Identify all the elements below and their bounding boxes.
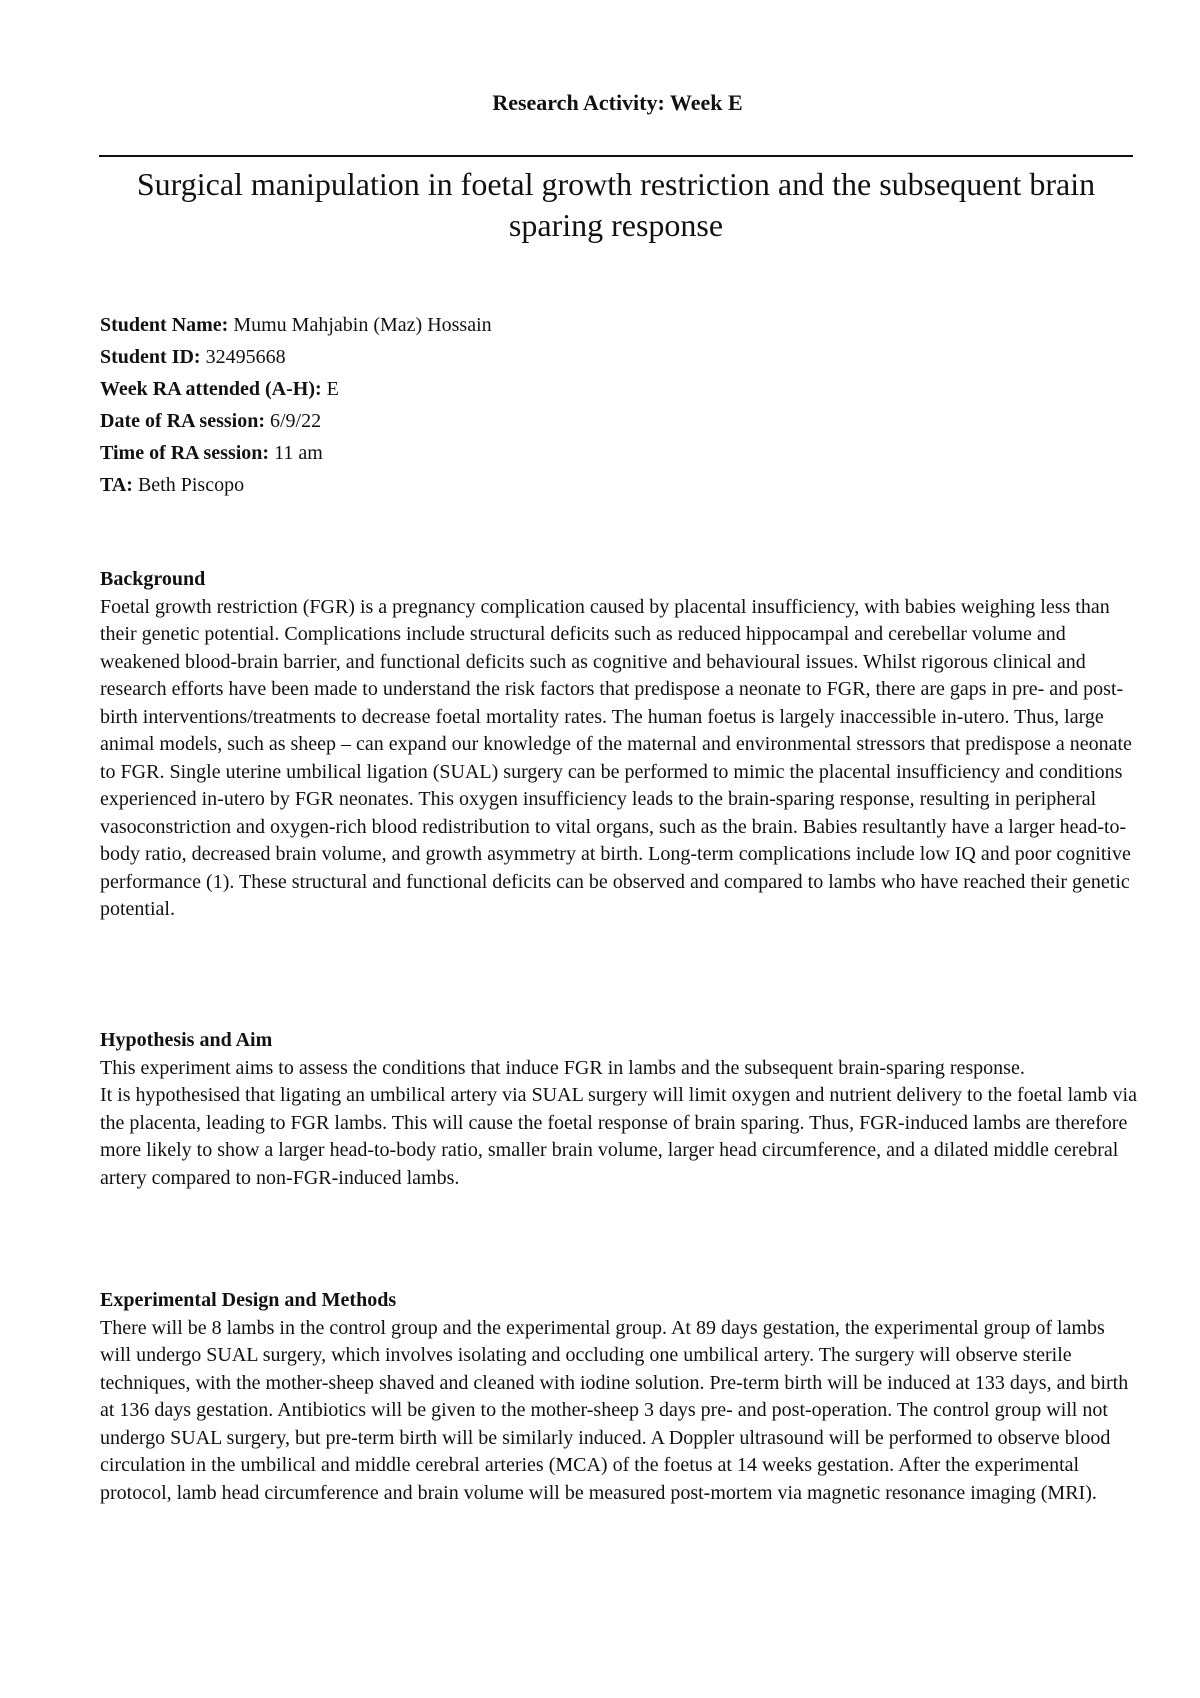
title-divider xyxy=(99,155,1133,157)
student-name-row xyxy=(100,309,492,341)
ta-row xyxy=(100,469,492,501)
document-title: Surgical manipulation in foetal growth restriction and the subsequent brain sparing response xyxy=(136,166,1096,243)
week-attended-row xyxy=(100,373,492,405)
hypothesis-section xyxy=(100,1027,1140,1192)
session-time-value: 11 am xyxy=(274,442,323,464)
background-heading: Background xyxy=(100,568,206,590)
background-section xyxy=(100,566,1140,924)
week-attended-label: Week RA attended (A-H): xyxy=(100,378,322,400)
hypothesis-paragraph: It is hypothesised that ligating an umbilical artery via SUAL surgery will limit oxygen and nutrient delivery to the foetal lamb via the placenta, leading to FGR lambs. This will cause the foetal response of brain sparing. Thus, FGR-induced lambs are therefore more likely to show a larger head-to-body ratio, smaller brain volume, larger head circumference, and a dilated middle cerebral artery compared to non-FGR-induced lambs. xyxy=(100,1084,1137,1189)
aim-paragraph: This experiment aims to assess the conditions that induce FGR in lambs and the subsequent brain-sparing response. xyxy=(100,1056,1025,1079)
week-attended-value: E xyxy=(326,378,339,400)
methods-section xyxy=(100,1287,1140,1507)
student-name-value: Mumu Mahjabin (Maz) Hossain xyxy=(233,314,492,336)
ta-label: TA: xyxy=(100,474,133,496)
session-time-row xyxy=(100,437,492,469)
student-name-label: Student Name: xyxy=(100,314,229,336)
student-id-row xyxy=(100,341,492,373)
methods-paragraph: There will be 8 lambs in the control group and the experimental group. At 89 days gestation, the experimental group of lambs will undergo SUAL surgery, which involves isolating and occluding one umbilical artery. The surgery will observe sterile techniques, with the mother-sheep shaved and cleaned with iodine solution. Pre-term birth will be induced at 133 days, and birth at 136 days gestation. Antibiotics will be given to the mother-sheep 3 days pre- and post-operation. The control group will not undergo SUAL surgery, but pre-term birth will be similarly induced. A Doppler ultrasound will be performed to observe blood circulation in the umbilical and middle cerebral arteries (MCA) of the foetus at 14 weeks gestation. After the experimental protocol, lamb head circumference and brain volume will be measured post-mortem via magnetic resonance imaging (MRI). xyxy=(100,1316,1129,1504)
session-date-value: 6/9/22 xyxy=(270,410,322,432)
session-date-label: Date of RA session: xyxy=(100,410,265,432)
student-info xyxy=(100,309,492,501)
methods-heading: Experimental Design and Methods xyxy=(100,1289,397,1311)
session-date-row xyxy=(100,405,492,437)
student-id-value: 32495668 xyxy=(205,346,286,368)
header-label: Research Activity: Week E xyxy=(492,90,743,115)
ta-value: Beth Piscopo xyxy=(137,474,245,496)
background-paragraph: Foetal growth restriction (FGR) is a pregnancy complication caused by placental insufficiency, with babies weighing less than their genetic potential. Complications include structural deficits such as reduced hippocampal and cerebellar volume and weakened blood-brain barrier, and functional deficits such as cognitive and behavioural issues. Whilst rigorous clinical and research efforts have been made to understand the risk factors that predispose a neonate to FGR, there are gaps in pre- and post-birth interventions/treatments to decrease foetal mortality rates. The human foetus is largely inaccessible in-utero. Thus, large animal models, such as sheep – can expand our knowledge of the maternal and environmental stressors that predispose a neonate to FGR. Single uterine umbilical ligation (SUAL) surgery can be performed to mimic the placental insufficiency and conditions experienced in-utero by FGR neonates. This oxygen insufficiency leads to the brain-sparing response, resulting in peripheral vasoconstriction and oxygen-rich blood redistribution to vital organs, such as the brain. Babies resultantly have a larger head-to-body ratio, decreased brain volume, and growth asymmetry at birth. Long-term complications include low IQ and poor cognitive performance (1). These structural and functional deficits can be observed and compared to lambs who have reached their genetic potential. xyxy=(100,595,1132,920)
hypothesis-heading: Hypothesis and Aim xyxy=(100,1029,273,1051)
session-time-label: Time of RA session: xyxy=(100,442,270,464)
student-id-label: Student ID: xyxy=(100,346,201,368)
